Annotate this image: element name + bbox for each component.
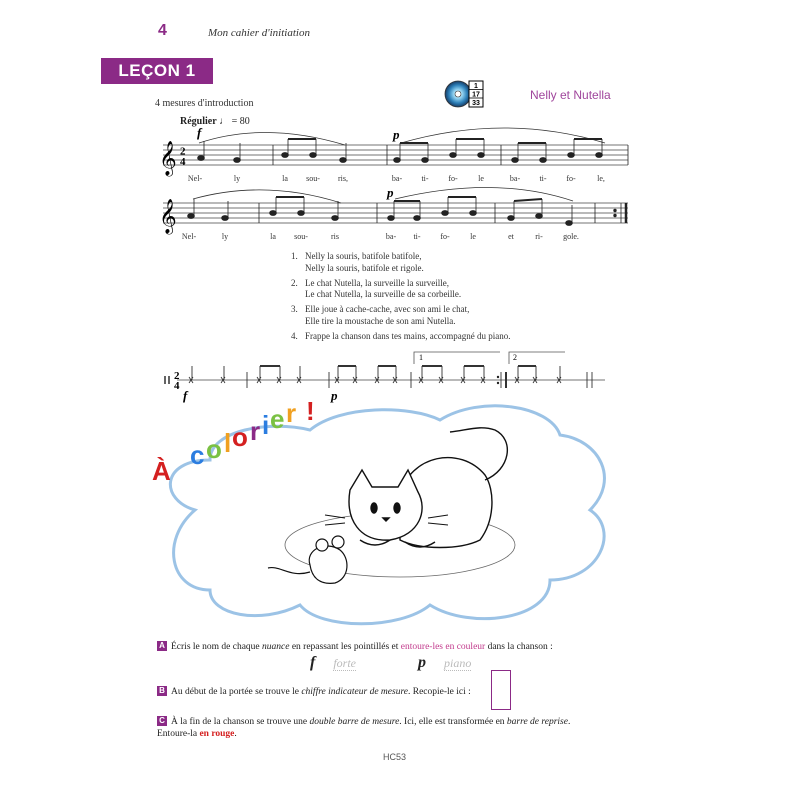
dynamic-piano: p: [393, 127, 400, 142]
verse: 1. Nelly la souris, batifole batifole, Nelly la souris, batifole et rigole.: [291, 251, 424, 273]
cd-track-1: 1: [474, 83, 478, 90]
svg-text:ba-: ba-: [509, 174, 521, 183]
treble-clef-icon: 𝄞: [159, 199, 177, 234]
svg-text:fo-: fo-: [440, 232, 450, 241]
colorier-letter: l: [224, 428, 232, 458]
slur: [395, 187, 573, 201]
svg-text:ri-: ri-: [535, 232, 543, 241]
answer-box[interactable]: [491, 670, 511, 710]
question-letter: C: [157, 716, 167, 726]
svg-text:ba-: ba-: [385, 232, 397, 241]
svg-text:ly: ly: [221, 232, 229, 241]
dynamic-piano: p: [387, 185, 394, 200]
quarter-note-icon: ♩: [219, 116, 230, 127]
tempo-value: = 80: [231, 116, 250, 127]
slur: [401, 128, 605, 143]
question-c: C À la fin de la chanson se trouve une double barre de mesure. Ici, elle est transformée en barre de reprise. Entoure-la en rouge.: [157, 716, 571, 739]
cd-icon: [444, 80, 486, 108]
svg-text:et: et: [508, 232, 514, 241]
slur: [193, 190, 341, 203]
question-letter: A: [157, 641, 167, 651]
answer-forte[interactable]: f forte: [310, 654, 356, 671]
colorier-letter: e: [270, 404, 285, 434]
colorier-title: [150, 400, 320, 490]
dynamic-forte: f: [183, 388, 188, 403]
lyrics-line-2: [182, 232, 579, 241]
page-footer: HC53: [383, 752, 407, 762]
colorier-letter: c: [190, 440, 205, 470]
question-a: A Écris le nom de chaque nuance en repassant les pointillés et entoure-les en couleur dans la chanson :: [157, 641, 553, 653]
cd-track-2: 17: [472, 91, 480, 99]
time-sig-bottom: 4: [180, 156, 186, 168]
staff-line-1: [155, 125, 635, 185]
svg-text:sou-: sou-: [306, 174, 320, 183]
dynamic-forte: f: [197, 125, 202, 140]
lesson-badge: LEÇON 1: [101, 58, 213, 84]
svg-text:ti-: ti-: [539, 174, 547, 183]
colorier-letter: r: [250, 416, 261, 446]
svg-text:ba-: ba-: [391, 174, 403, 183]
svg-text:Nel-: Nel-: [181, 232, 197, 241]
answer-piano[interactable]: p piano: [418, 654, 472, 671]
verses: [288, 251, 510, 346]
rhythm-staff: [155, 348, 615, 404]
svg-text:ris,: ris,: [338, 174, 348, 183]
svg-text:gole.: gole.: [563, 232, 579, 241]
colorier-letter: o: [206, 434, 222, 464]
time-sig-top: 2: [174, 370, 180, 382]
question-letter: B: [157, 686, 167, 696]
verse: 2. Le chat Nutella, la surveille la surveille, Le chat Nutella, la surveille de sa corbeille.: [291, 277, 462, 299]
svg-text:la: la: [282, 174, 288, 183]
svg-text:le: le: [478, 174, 484, 183]
intro-text: 4 mesures d'introduction: [155, 98, 254, 109]
verse: 3. Elle joue à cache-cache, avec son ami le chat, Elle tire la moustache de son ami Nutella.: [291, 304, 470, 326]
volta-1-label: 1: [419, 353, 423, 362]
time-sig-top: 2: [180, 145, 186, 158]
svg-text:le,: le,: [597, 174, 605, 183]
song-title: Nelly et Nutella: [530, 88, 611, 102]
volta-1-bracket: [414, 352, 500, 364]
staff-line-2: [155, 183, 635, 243]
cd-track-3: 33: [472, 100, 480, 107]
page-number: 4: [158, 22, 167, 39]
colorier-letter: o: [232, 422, 248, 452]
volta-2-bracket: [509, 352, 565, 364]
slur: [199, 132, 345, 145]
colorier-letter: À: [152, 456, 171, 486]
question-b: B Au début de la portée se trouve le chiffre indicateur de mesure. Recopie-le ici :: [157, 686, 471, 698]
colorier-letter: i: [262, 410, 270, 440]
svg-text:le: le: [470, 232, 476, 241]
svg-text:la: la: [270, 232, 276, 241]
notes: [188, 197, 626, 226]
verse: 4. Frappe la chanson dans tes mains, accompagné du piano.: [291, 330, 511, 341]
book-title: Mon cahier d'initiation: [208, 27, 310, 39]
svg-text:ly: ly: [233, 174, 241, 183]
svg-text:ti-: ti-: [413, 232, 421, 241]
dynamic-piano: p: [331, 388, 338, 403]
time-sig-bottom: 4: [174, 380, 180, 392]
colorier-letter: !: [306, 400, 315, 426]
svg-text:sou-: sou-: [294, 232, 308, 241]
rhythm-notes: [189, 366, 592, 388]
treble-clef-icon: 𝄞: [159, 141, 177, 176]
colorier-letter: r: [286, 400, 297, 428]
svg-text:fo-: fo-: [566, 174, 576, 183]
svg-text:fo-: fo-: [448, 174, 458, 183]
svg-text:Nel-: Nel-: [187, 174, 203, 183]
tempo-word: Régulier: [180, 116, 217, 127]
svg-text:ris: ris: [331, 232, 339, 241]
lyrics-line-1: [188, 174, 605, 183]
svg-text:ti-: ti-: [421, 174, 429, 183]
notes: [198, 139, 628, 165]
volta-2-label: 2: [513, 353, 517, 362]
